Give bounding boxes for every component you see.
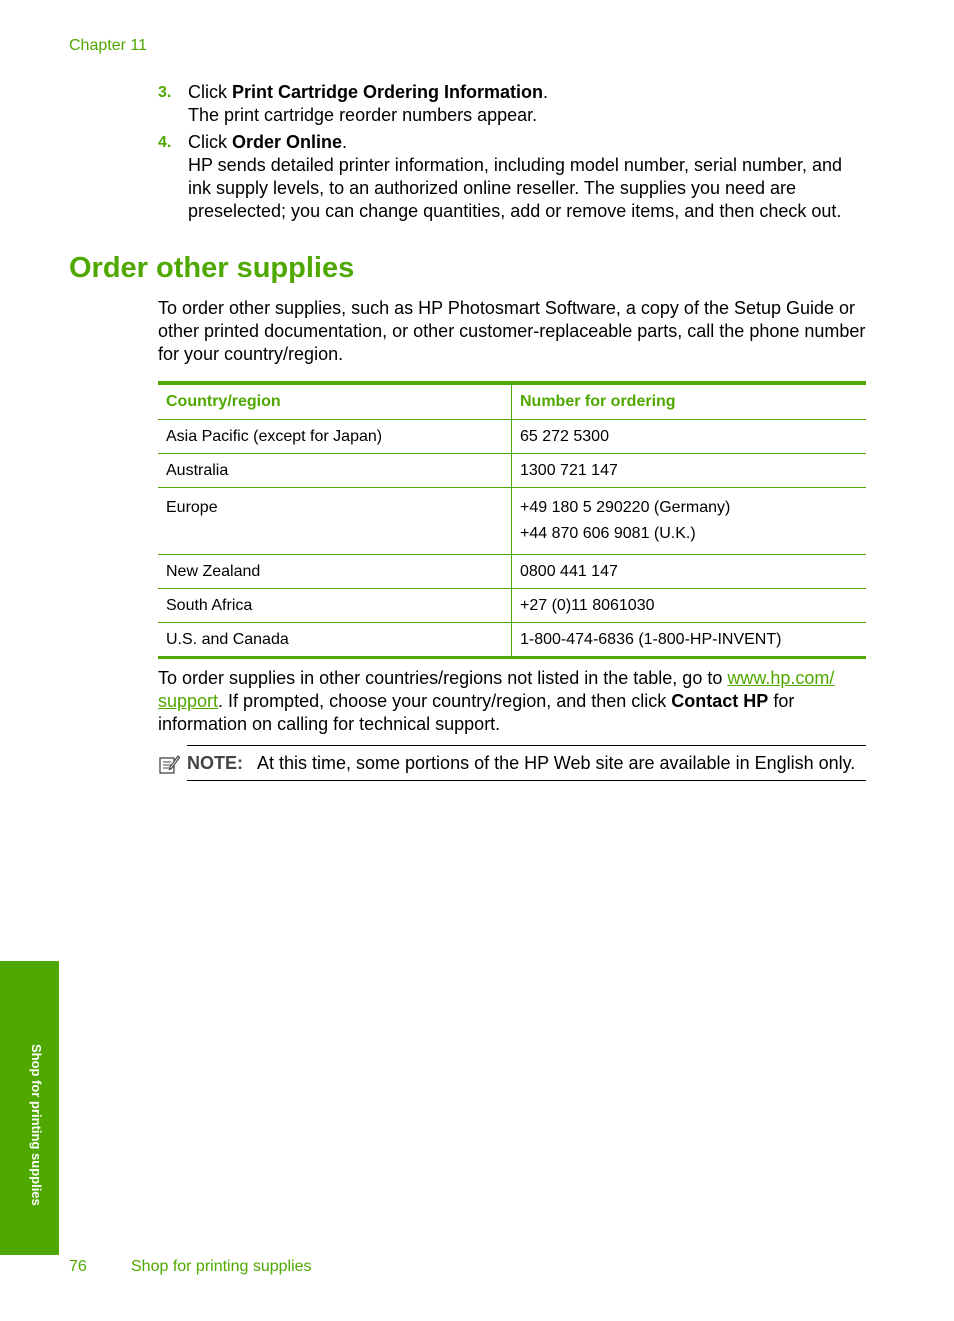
note-icon xyxy=(158,753,180,775)
table-row xyxy=(158,420,866,454)
table-row xyxy=(158,488,866,555)
table-row xyxy=(158,555,866,589)
note-label: NOTE: xyxy=(187,753,243,773)
number-cell: 1-800-474-6836 (1-800-HP-INVENT) xyxy=(512,623,867,658)
region-cell: Australia xyxy=(158,454,512,488)
table-row xyxy=(158,589,866,623)
note-content xyxy=(187,745,866,781)
page-number: 76 xyxy=(69,1258,87,1275)
hp-support-link[interactable]: www.hp.com/ support xyxy=(158,668,835,711)
section-title: Order other supplies xyxy=(69,252,355,284)
step-instruction: Click Order Online. xyxy=(188,132,348,152)
step-list xyxy=(158,81,868,227)
region-cell: U.S. and Canada xyxy=(158,623,512,658)
side-tab-label: Shop for printing supplies xyxy=(29,1044,44,1206)
step-detail: The print cartridge reorder numbers appear. xyxy=(188,105,538,125)
step-item xyxy=(158,131,868,223)
note-text: At this time, some portions of the HP Web site are available in English only. xyxy=(257,753,856,773)
number-line: +49 180 5 290220 (Germany) xyxy=(520,499,731,516)
step-item xyxy=(158,81,868,127)
ui-label: Order Online xyxy=(232,132,343,152)
table-row xyxy=(158,623,866,658)
ui-label: Print Cartridge Ordering Information xyxy=(232,82,544,102)
region-cell: South Africa xyxy=(158,589,512,623)
chapter-header: Chapter 11 xyxy=(69,37,147,54)
number-cell: 65 272 5300 xyxy=(512,420,867,454)
ordering-table xyxy=(158,381,866,659)
table-header-row xyxy=(158,383,866,420)
region-cell: Europe xyxy=(158,488,512,555)
step-instruction: Click Print Cartridge Ordering Information. xyxy=(188,82,549,102)
region-cell: New Zealand xyxy=(158,555,512,589)
number-cell xyxy=(512,488,867,555)
step-number: 3. xyxy=(158,84,172,101)
footer-title: Shop for printing supplies xyxy=(131,1258,312,1275)
number-line: +44 870 606 9081 (U.K.) xyxy=(520,525,696,542)
note-box xyxy=(158,745,866,781)
column-header-number: Number for ordering xyxy=(512,383,867,420)
ui-label: Contact HP xyxy=(671,691,769,711)
other-regions-paragraph: To order supplies in other countries/regions not listed in the table, go to www.hp.com/ support. If prompted, choose your country/region, and then click Contact HP for information on calling for technical support. xyxy=(158,668,835,734)
section-intro: To order other supplies, such as HP Photosmart Software, a copy of the Setup Guide or other printed documentation, or other customer-replaceable parts, call the phone number for your country/region. xyxy=(158,298,866,364)
step-detail: HP sends detailed printer information, including model number, serial number, and ink supply levels, to an authorized online reseller. The supplies you need are preselected; you can change quantities, add or remove items, and then check out. xyxy=(188,155,843,221)
table-row xyxy=(158,454,866,488)
number-cell: +27 (0)11 8061030 xyxy=(512,589,867,623)
column-header-country: Country/region xyxy=(158,383,512,420)
region-cell: Asia Pacific (except for Japan) xyxy=(158,420,512,454)
step-number: 4. xyxy=(158,134,172,151)
number-cell: 0800 441 147 xyxy=(512,555,867,589)
number-cell: 1300 721 147 xyxy=(512,454,867,488)
